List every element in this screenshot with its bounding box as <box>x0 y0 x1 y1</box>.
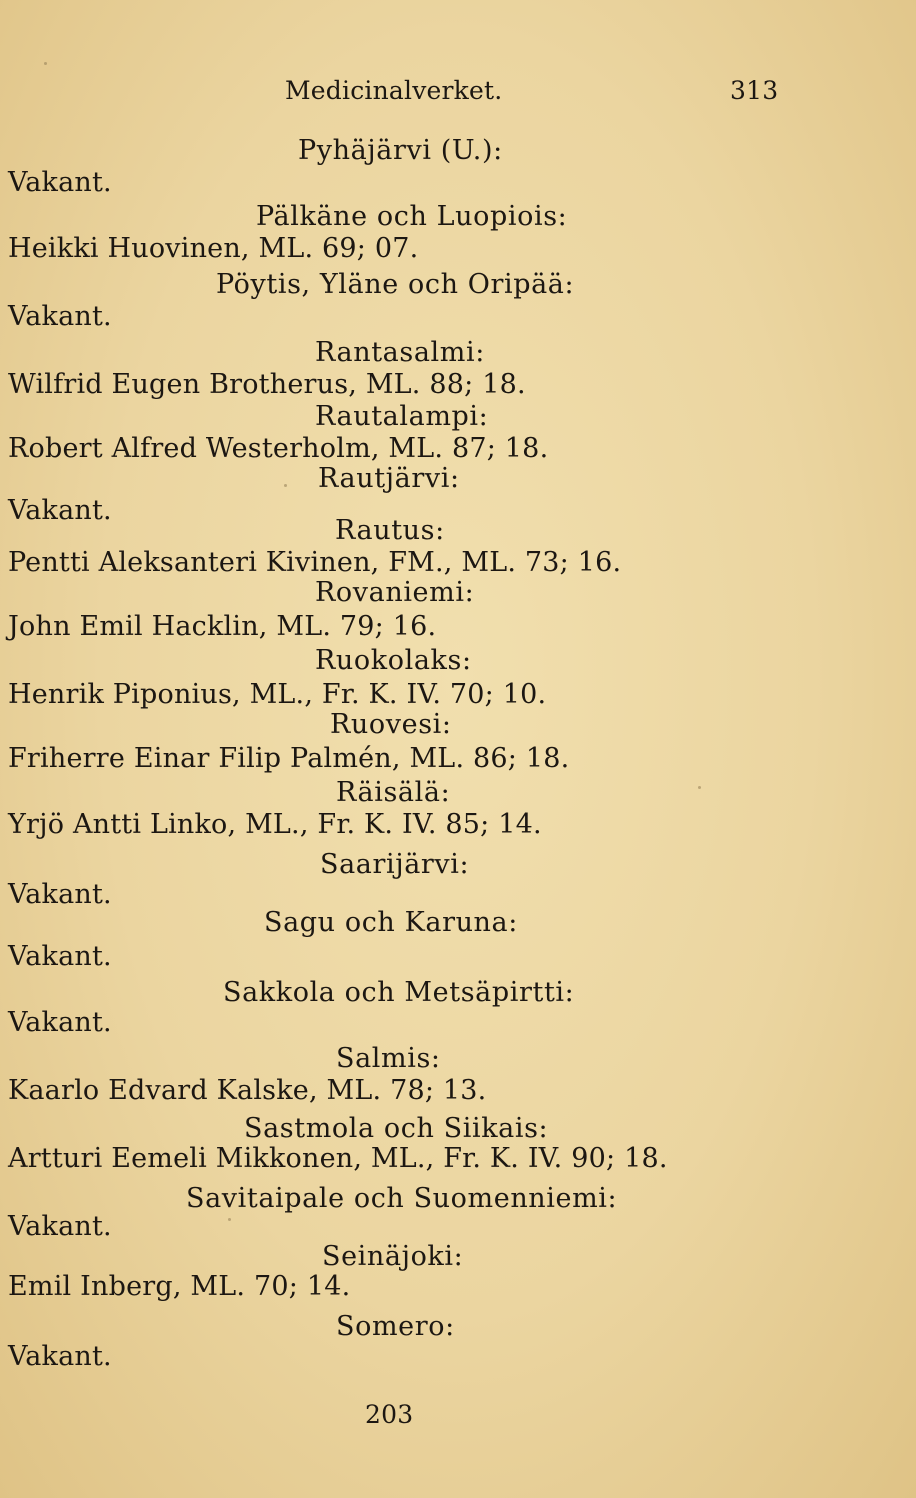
place-heading: Pyhäjärvi (U.): <box>298 135 503 166</box>
place-heading: Ruokolaks: <box>315 645 472 676</box>
office-holder: Vakant. <box>8 1007 112 1038</box>
place-heading: Pälkäne och Luopiois: <box>256 201 568 232</box>
office-holder: Robert Alfred Westerholm, ML. 87; 18. <box>8 433 549 464</box>
paper-speck <box>284 484 287 487</box>
place-heading: Rovaniemi: <box>315 577 475 608</box>
place-heading: Ruovesi: <box>330 709 452 740</box>
office-holder: Vakant. <box>8 1211 112 1242</box>
place-heading: Saarijärvi: <box>320 849 470 880</box>
place-heading: Sakkola och Metsäpirtti: <box>223 977 575 1008</box>
office-holder: Wilfrid Eugen Brotherus, ML. 88; 18. <box>8 369 526 400</box>
running-head-title: Medicinalverket. <box>285 76 503 105</box>
office-holder: Vakant. <box>8 879 112 910</box>
office-holder: Emil Inberg, ML. 70; 14. <box>8 1271 351 1302</box>
place-heading: Räisälä: <box>336 777 451 808</box>
office-holder: Vakant. <box>8 1341 112 1372</box>
place-heading: Seinäjoki: <box>322 1241 464 1272</box>
place-heading: Rautjärvi: <box>318 463 460 494</box>
office-holder: John Emil Hacklin, ML. 79; 16. <box>8 611 437 642</box>
office-holder: Artturi Eemeli Mikkonen, ML., Fr. K. IV. 90; 18. <box>8 1143 668 1174</box>
office-holder: Pentti Aleksanteri Kivinen, FM., ML. 73; 16. <box>8 547 622 578</box>
place-heading: Pöytis, Yläne och Oripää: <box>216 269 575 300</box>
office-holder: Henrik Piponius, ML., Fr. K. IV. 70; 10. <box>8 679 547 710</box>
office-holder: Vakant. <box>8 941 112 972</box>
page-number: 313 <box>730 76 779 105</box>
office-holder: Heikki Huovinen, ML. 69; 07. <box>8 233 419 264</box>
paper-speck <box>698 786 701 789</box>
office-holder: Vakant. <box>8 301 112 332</box>
office-holder: Vakant. <box>8 495 112 526</box>
place-heading: Somero: <box>336 1311 455 1342</box>
office-holder: Kaarlo Edvard Kalske, ML. 78; 13. <box>8 1075 487 1106</box>
paper-speck <box>44 62 47 65</box>
place-heading: Rautus: <box>335 515 445 546</box>
paper-speck <box>228 1218 231 1221</box>
place-heading: Savitaipale och Suomenniemi: <box>186 1183 618 1214</box>
place-heading: Rautalampi: <box>315 401 489 432</box>
office-holder: Vakant. <box>8 167 112 198</box>
office-holder: Friherre Einar Filip Palmén, ML. 86; 18. <box>8 743 570 774</box>
office-holder: Yrjö Antti Linko, ML., Fr. K. IV. 85; 14. <box>8 809 542 840</box>
place-heading: Sagu och Karuna: <box>264 907 518 938</box>
place-heading: Sastmola och Siikais: <box>244 1113 549 1144</box>
place-heading: Salmis: <box>336 1043 441 1074</box>
signature-sheet-number: 203 <box>365 1400 414 1429</box>
place-heading: Rantasalmi: <box>315 337 485 368</box>
